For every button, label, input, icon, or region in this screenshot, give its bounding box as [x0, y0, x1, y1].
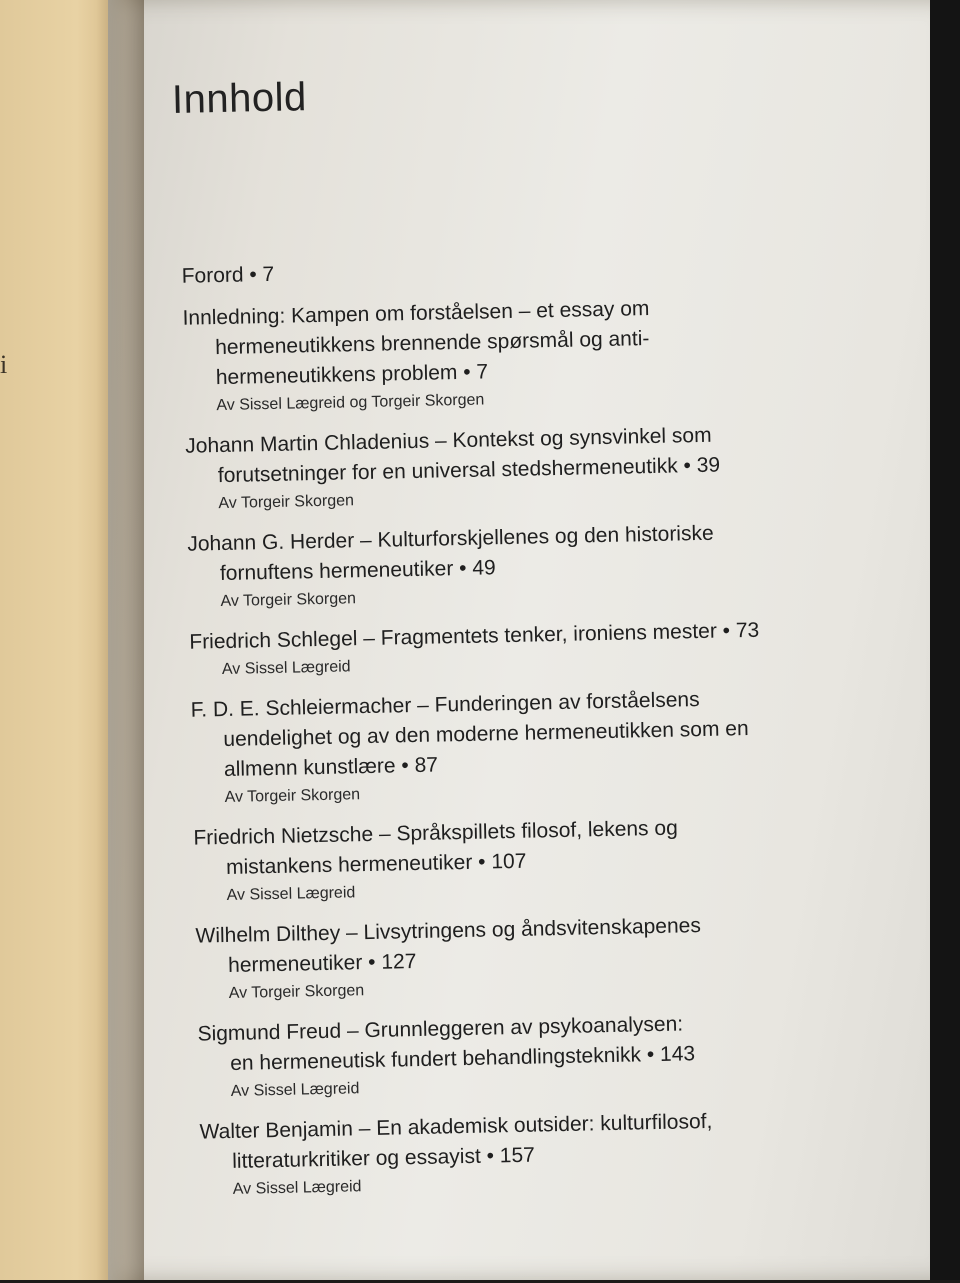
toc-entry-title: Walter Benjamin – En akademisk outsider: kulturfilosof,: [199, 1109, 713, 1144]
toc-entry: [197, 1007, 819, 1106]
toc-entry-author: Av Torgeir Skorgen: [228, 982, 365, 1002]
toc-entry: [187, 517, 809, 616]
toc-entry: [195, 909, 817, 1008]
toc-entry: [185, 419, 807, 518]
toc-entry-author: Av Torgeir Skorgen: [220, 590, 357, 611]
toc-entry-title: Friedrich Schlegel – Fragmentets tenker, ironiens mester • 73: [189, 618, 760, 654]
page-title: Innhold: [171, 75, 308, 122]
toc-entry-continuation: uendelighet og av den moderne hermeneutikken som en: [223, 717, 749, 752]
table-of-contents: [181, 249, 821, 1216]
toc-entry-continuation: hermeneutiker • 127: [227, 950, 417, 977]
toc-entry-continuation: hermeneutikkens problem • 7: [215, 360, 489, 390]
toc-entry: [190, 683, 812, 812]
toc-entry: [189, 615, 810, 684]
toc-entry-title: Johann Martin Chladenius – Kontekst og synsvinkel som: [185, 423, 712, 458]
toc-entry-author: Av Torgeir Skorgen: [224, 786, 361, 807]
toc-entry-author: Av Sissel Lægreid og Torgeir Skorgen: [216, 391, 485, 415]
toc-entry-continuation: litteraturkritiker og essayist • 157: [232, 1143, 536, 1173]
toc-entry: [193, 811, 815, 910]
toc-entry-title: Forord • 7: [181, 262, 275, 288]
toc-entry-continuation: mistankens hermeneutiker • 107: [225, 849, 527, 879]
toc-entry-continuation: allmenn kunstlære • 87: [223, 753, 439, 782]
toc-entry-continuation: hermeneutikkens brennende spørsmål og anti-: [214, 327, 650, 360]
toc-entry-title: Johann G. Herder – Kulturforskjellenes og den historiske: [187, 521, 714, 556]
toc-entry: [182, 291, 804, 420]
toc-entry-continuation: fornuftens hermeneutiker • 49: [219, 556, 496, 586]
toc-entry-title: F. D. E. Schleiermacher – Funderingen av forståelsens: [190, 688, 700, 722]
toc-entry-continuation: forutsetninger for en universal stedshermeneutikk • 39: [217, 453, 721, 488]
toc-entry-title: Sigmund Freud – Grunnleggeren av psykoanalysen:: [197, 1012, 684, 1046]
toc-entry-title: Wilhelm Dilthey – Livsytringens og åndsvitenskapenes: [195, 914, 702, 948]
toc-entry: [199, 1105, 821, 1204]
toc-entry-title: Friedrich Nietzsche – Språkspillets filosof, lekens og: [193, 816, 678, 850]
toc-entry-author: Av Torgeir Skorgen: [218, 492, 355, 513]
left-page-text-fragment: i: [0, 350, 8, 379]
toc-entry-author: Av Sissel Lægreid: [221, 658, 351, 679]
toc-entry-author: Av Sissel Lægreid: [226, 884, 356, 904]
toc-entry-title: Innledning: Kampen om forståelsen – et essay om: [182, 297, 650, 330]
toc-entry-author: Av Sissel Lægreid: [232, 1178, 362, 1198]
toc-entry-continuation: en hermeneutisk fundert behandlingsteknikk • 143: [229, 1042, 696, 1075]
toc-entry-author: Av Sissel Lægreid: [230, 1080, 360, 1100]
toc-entry: [181, 249, 801, 292]
